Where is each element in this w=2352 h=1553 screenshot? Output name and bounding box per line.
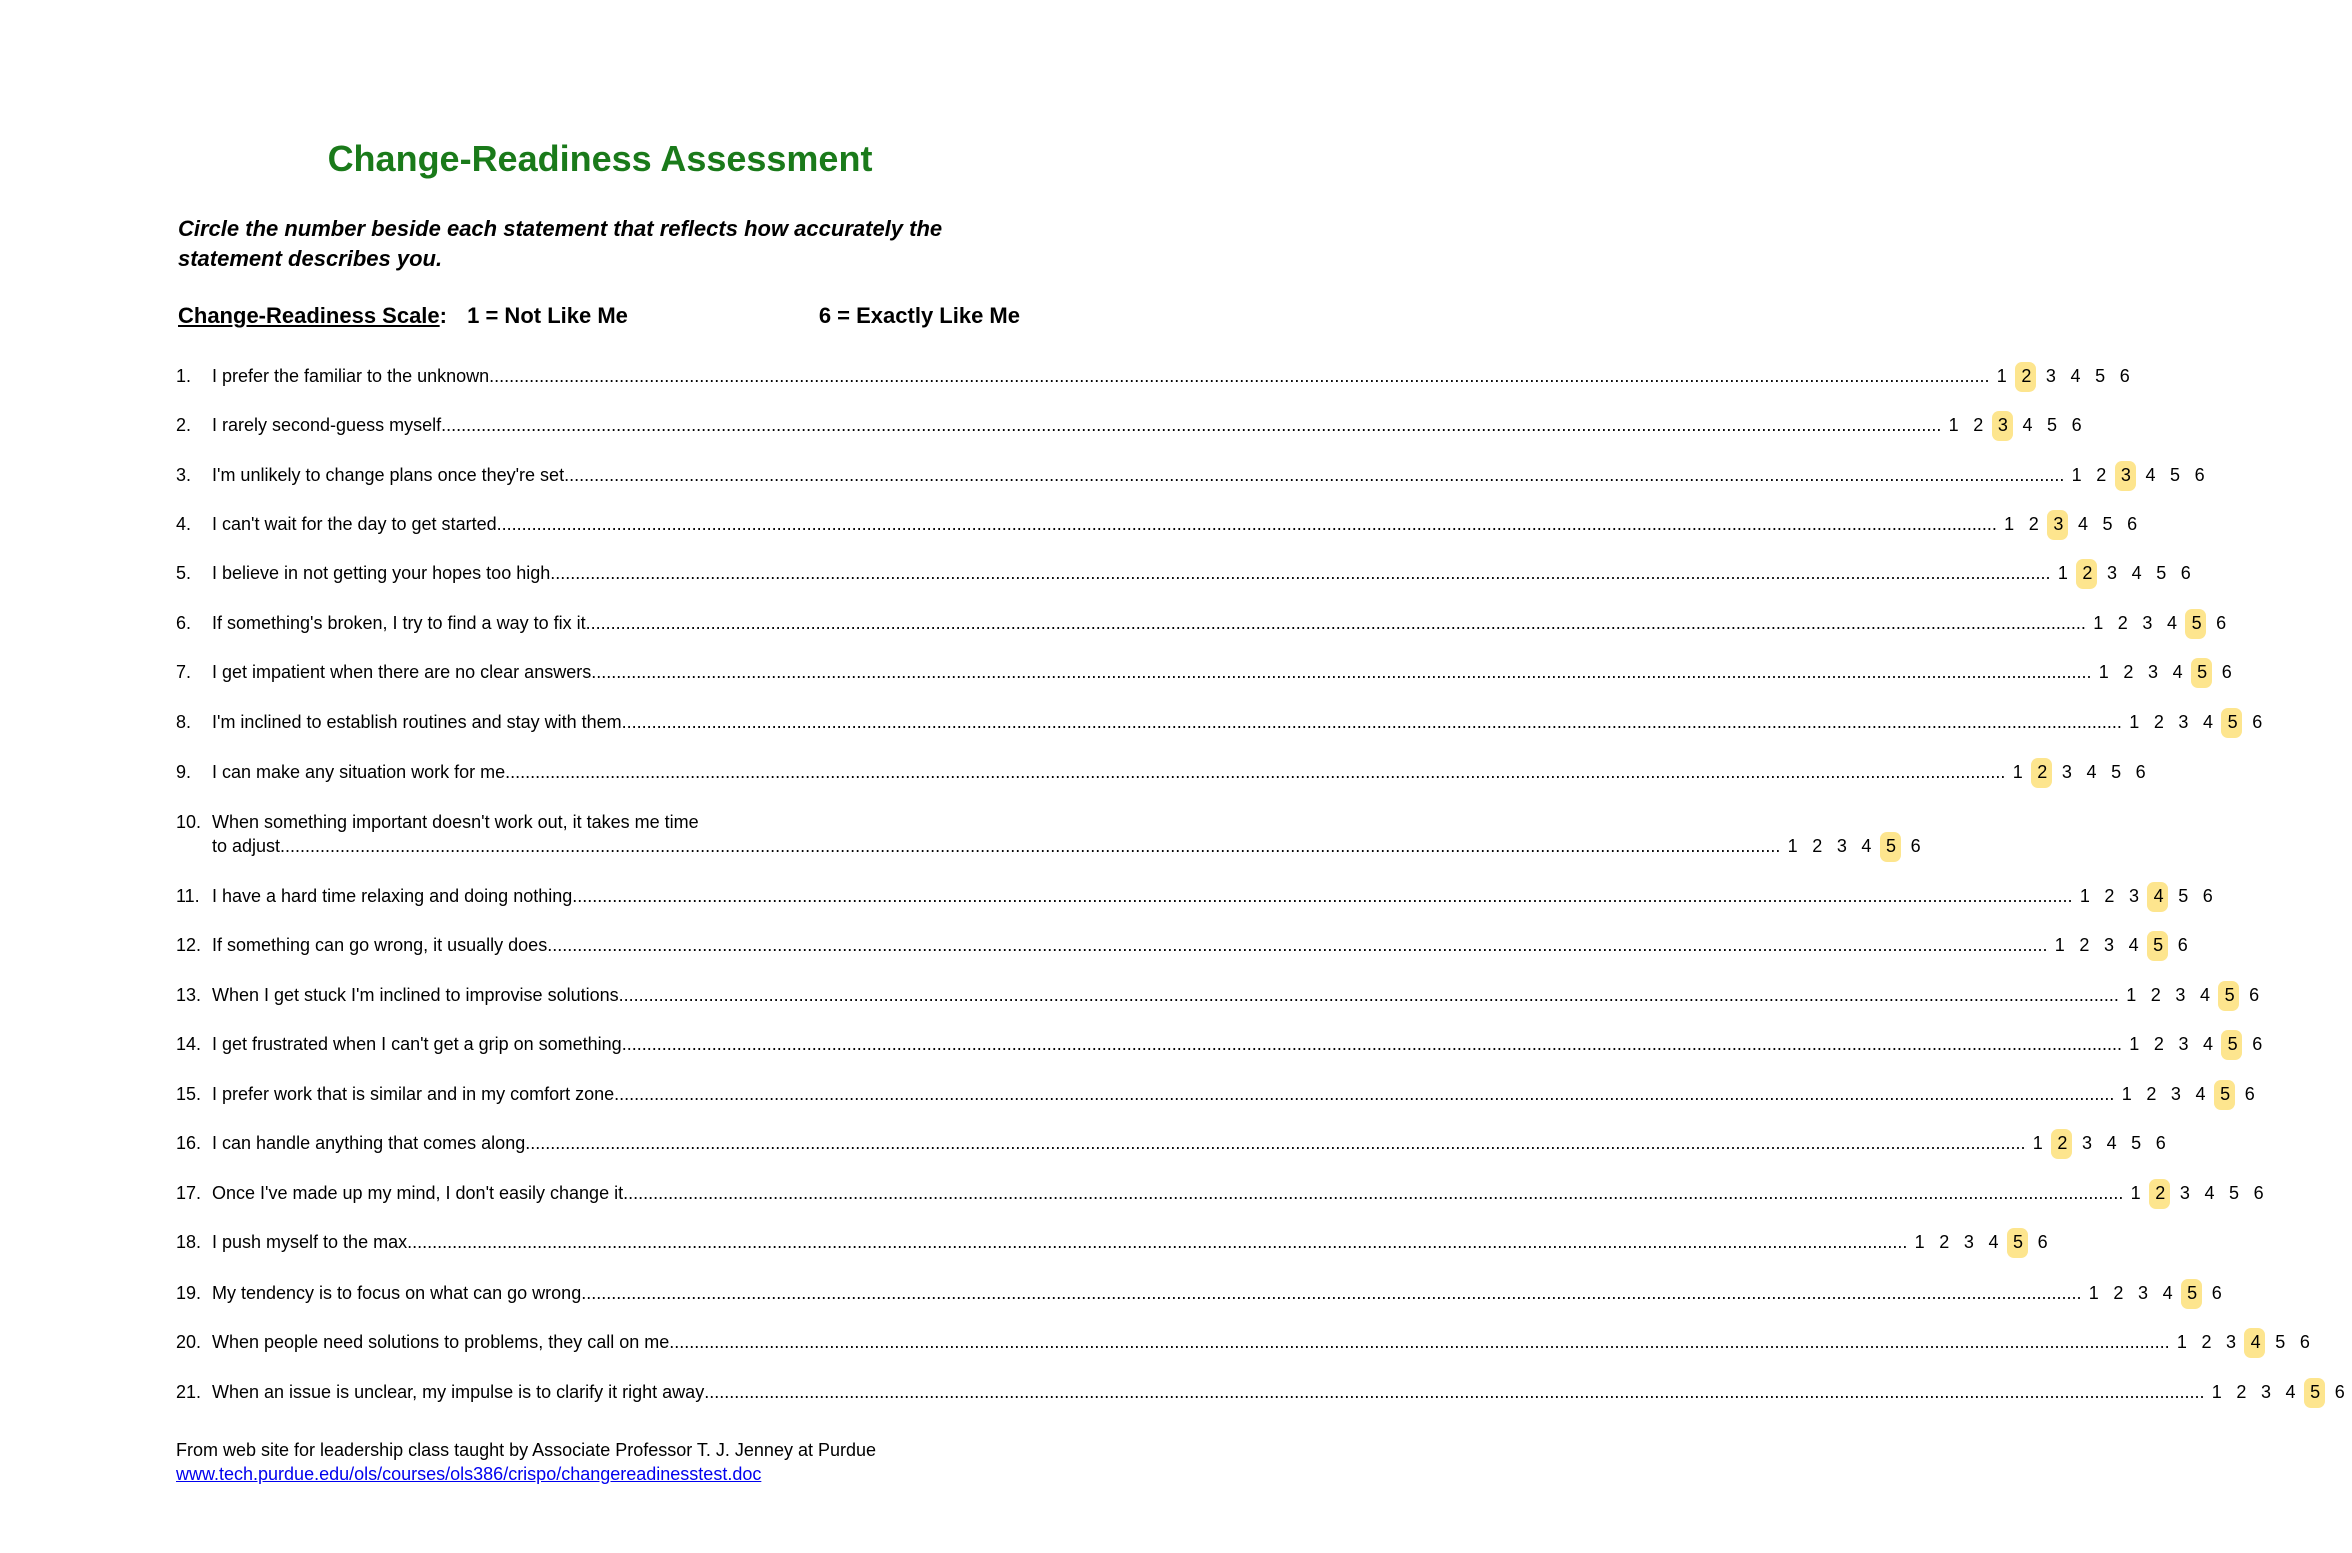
rating-option-1[interactable]: 1 [2054, 935, 2065, 955]
rating-option-5[interactable]: 5 [2146, 935, 2171, 956]
rating-option-1[interactable]: 1 [2176, 1332, 2187, 1352]
statement-text: If something's broken, I try to find a way to fix it [212, 613, 586, 633]
rating-option-4[interactable]: 4 [2128, 935, 2139, 955]
scale-low: 1 = Not Like Me [467, 303, 628, 328]
rating-option-1[interactable]: 1 [1787, 836, 1798, 856]
rating-option-4[interactable]: 4 [2204, 1183, 2215, 1203]
statement-row [176, 563, 2191, 589]
rating-options [2123, 1183, 2271, 1204]
rating-options [1780, 836, 1928, 857]
footer-link[interactable]: www.tech.purdue.edu/ols/courses/ols386/crispo/changereadinesstest.doc [176, 1464, 762, 1484]
rating-options [2170, 1332, 2318, 1353]
dot-leader: ............................................................................................................................................................................................................................................................................................................ [564, 465, 2065, 485]
rating-option-3[interactable]: 3 [2260, 1382, 2271, 1402]
rating-option-4[interactable]: 4 [2086, 762, 2097, 782]
rating-option-6[interactable]: 6 [2037, 1232, 2048, 1252]
statement-row [176, 1183, 2264, 1209]
dot-leader: ............................................................................................................................................................................................................................................................................................................ [591, 662, 2092, 682]
rating-option-3[interactable]: 3 [2107, 563, 2118, 583]
statement-number: 15. [176, 1084, 202, 1104]
statement-number: 11. [176, 886, 200, 906]
statement-row [176, 1332, 2310, 1358]
statement-line [212, 465, 2205, 486]
rating-option-3[interactable]: 3 [1991, 415, 2016, 436]
statement-text: When I get stuck I'm inclined to improvise solutions [212, 985, 619, 1005]
rating-options [2119, 985, 2267, 1006]
statement-number: 14. [176, 1034, 202, 1054]
statement-number: 6. [176, 613, 192, 633]
dot-leader: ............................................................................................................................................................................................................................................................................................................ [525, 1133, 2026, 1153]
rating-options [2122, 1034, 2270, 1055]
statement-line [212, 1034, 2263, 1055]
dot-leader: ............................................................................................................................................................................................................................................................................................................ [280, 836, 1781, 856]
rating-option-4[interactable]: 4 [2243, 1332, 2268, 1353]
rating-option-2[interactable]: 2 [2236, 1382, 2247, 1402]
rating-option-5[interactable]: 5 [2006, 1232, 2031, 1253]
rating-option-1[interactable]: 1 [2093, 613, 2104, 633]
rating-option-3[interactable]: 3 [2137, 1283, 2148, 1303]
rating-options [1997, 514, 2145, 535]
rating-option-5[interactable]: 5 [2156, 563, 2167, 583]
rating-options [2114, 1084, 2262, 1105]
rating-options [1941, 415, 2089, 436]
dot-leader: ............................................................................................................................................................................................................................................................................................................ [621, 1034, 2122, 1054]
statement-number: 20. [176, 1332, 202, 1352]
statement-number: 13. [176, 985, 202, 1005]
statement-row [176, 712, 2263, 738]
rating-option-6[interactable]: 6 [2119, 366, 2130, 386]
rating-option-3[interactable]: 3 [2046, 514, 2071, 535]
statement-number: 9. [176, 762, 192, 782]
dot-leader: ............................................................................................................................................................................................................................................................................................................ [669, 1332, 2170, 1352]
rating-options [2122, 712, 2270, 733]
rating-option-6[interactable]: 6 [2252, 712, 2263, 732]
footer [176, 1438, 876, 1486]
rating-options [2048, 935, 2196, 956]
statement-line [212, 1332, 2310, 1353]
statement-row [176, 465, 2205, 491]
rating-option-2[interactable]: 2 [2123, 662, 2134, 682]
statement-row [176, 1133, 2166, 1159]
statement-row [176, 366, 2130, 392]
rating-option-2[interactable]: 2 [2117, 613, 2128, 633]
rating-options [2026, 1133, 2174, 1154]
rating-option-3[interactable]: 3 [2226, 1332, 2237, 1352]
statement-line [212, 762, 2146, 783]
rating-option-1[interactable]: 1 [2057, 563, 2068, 583]
rating-option-3[interactable]: 3 [2129, 886, 2140, 906]
rating-option-1[interactable]: 1 [2130, 1183, 2141, 1203]
rating-option-1[interactable]: 1 [2129, 712, 2140, 732]
statement-row [176, 1232, 2048, 1258]
statement-text: Once I've made up my mind, I don't easily change it [212, 1183, 624, 1203]
statement-line [212, 935, 2188, 956]
statement-row [176, 1084, 2255, 1110]
statement-text: I get frustrated when I can't get a grip on something [212, 1034, 622, 1054]
rating-option-4[interactable]: 4 [2070, 366, 2081, 386]
statement-number: 12. [176, 935, 202, 955]
rating-option-6[interactable]: 6 [2177, 935, 2188, 955]
rating-option-1[interactable]: 1 [2088, 1283, 2099, 1303]
rating-option-3[interactable]: 3 [2045, 366, 2056, 386]
statement-number: 21. [176, 1382, 202, 1402]
statement-text: I can handle anything that comes along [212, 1133, 526, 1153]
rating-options [2092, 662, 2240, 683]
rating-options [2005, 762, 2153, 783]
rating-option-1[interactable]: 1 [1996, 366, 2007, 386]
rating-option-5[interactable]: 5 [2095, 366, 2106, 386]
rating-option-5[interactable]: 5 [2184, 613, 2209, 634]
statement-number: 1. [176, 366, 192, 386]
statement-row [176, 415, 2082, 441]
rating-option-1[interactable]: 1 [2079, 886, 2090, 906]
statement-text: I'm inclined to establish routines and stay with them [212, 712, 622, 732]
rating-option-2[interactable]: 2 [2153, 1034, 2164, 1054]
rating-option-5[interactable]: 5 [2190, 662, 2215, 683]
rating-option-2[interactable]: 2 [2104, 886, 2115, 906]
dot-leader: ............................................................................................................................................................................................................................................................................................................ [704, 1382, 2205, 1402]
rating-option-5[interactable]: 5 [2131, 1133, 2142, 1153]
dot-leader: ............................................................................................................................................................................................................................................................................................................ [621, 712, 2122, 732]
rating-option-5[interactable]: 5 [2275, 1332, 2286, 1352]
rating-option-4[interactable]: 4 [2195, 1084, 2206, 1104]
statement-text: I believe in not getting your hopes too high [212, 563, 551, 583]
rating-options [1989, 366, 2137, 387]
rating-option-6[interactable]: 6 [2180, 563, 2191, 583]
rating-option-5[interactable]: 5 [2220, 1034, 2245, 1055]
statement-line [212, 613, 2227, 634]
rating-option-6[interactable]: 6 [2221, 662, 2232, 682]
statement-text: If something can go wrong, it usually does [212, 935, 548, 955]
statement-line [212, 366, 2130, 387]
rating-option-5[interactable]: 5 [2111, 762, 2122, 782]
rating-option-2[interactable]: 2 [2153, 712, 2164, 732]
rating-option-1[interactable]: 1 [2032, 1133, 2043, 1153]
rating-option-6[interactable]: 6 [2299, 1332, 2310, 1352]
rating-option-5[interactable]: 5 [2229, 1183, 2240, 1203]
statement-row [176, 935, 2188, 961]
statement-text: I rarely second-guess myself [212, 415, 442, 435]
statement-text: I can't wait for the day to get started [212, 514, 497, 534]
statement-number: 17. [176, 1183, 202, 1203]
rating-option-4[interactable]: 4 [1861, 836, 1872, 856]
dot-leader: ............................................................................................................................................................................................................................................................................................................ [623, 1183, 2124, 1203]
rating-option-5[interactable]: 5 [1879, 836, 1904, 857]
rating-option-5[interactable]: 5 [2303, 1382, 2328, 1403]
rating-option-4[interactable]: 4 [2145, 465, 2156, 485]
statement-text: When people need solutions to problems, they call on me [212, 1332, 670, 1352]
statement-line [212, 985, 2260, 1006]
dot-leader: ............................................................................................................................................................................................................................................................................................................ [614, 1084, 2115, 1104]
statement-text: I'm unlikely to change plans once they're set [212, 465, 565, 485]
rating-option-4[interactable]: 4 [1988, 1232, 1999, 1252]
statement-line [212, 836, 1921, 857]
statement-row [176, 985, 2260, 1011]
rating-option-5[interactable]: 5 [2180, 1283, 2205, 1304]
rating-option-6[interactable]: 6 [2127, 514, 2138, 534]
rating-option-3[interactable]: 3 [2175, 985, 2186, 1005]
statement-number: 2. [176, 415, 192, 435]
rating-option-3[interactable]: 3 [2103, 935, 2114, 955]
rating-option-4[interactable]: 4 [2146, 886, 2171, 907]
dot-leader: ............................................................................................................................................................................................................................................................................................................ [585, 613, 2086, 633]
statement-number: 4. [176, 514, 192, 534]
rating-option-6[interactable]: 6 [2216, 613, 2227, 633]
statement-line [212, 1084, 2255, 1105]
rating-option-2[interactable]: 2 [1812, 836, 1823, 856]
rating-option-2[interactable]: 2 [2075, 563, 2100, 584]
dot-leader: ............................................................................................................................................................................................................................................................................................................ [489, 366, 1990, 386]
rating-option-3[interactable]: 3 [1963, 1232, 1974, 1252]
statement-line [212, 1183, 2264, 1204]
rating-option-3[interactable]: 3 [2178, 1034, 2189, 1054]
rating-option-2[interactable]: 2 [2050, 1133, 2075, 1154]
rating-option-6[interactable]: 6 [2252, 1034, 2263, 1054]
rating-option-2[interactable]: 2 [2150, 985, 2161, 1005]
rating-option-5[interactable]: 5 [2178, 886, 2189, 906]
statement-row [176, 762, 2146, 788]
rating-option-6[interactable]: 6 [1910, 836, 1921, 856]
rating-option-4[interactable]: 4 [2285, 1382, 2296, 1402]
rating-option-6[interactable]: 6 [2249, 985, 2260, 1005]
rating-option-4[interactable]: 4 [2106, 1133, 2117, 1153]
dot-leader: ............................................................................................................................................................................................................................................................................................................ [505, 762, 2006, 782]
statement-row [176, 662, 2232, 688]
rating-option-1[interactable]: 1 [2012, 762, 2023, 782]
statement-line [212, 712, 2263, 733]
rating-option-1[interactable]: 1 [2129, 1034, 2140, 1054]
footer-source: From web site for leadership class taught by Associate Professor T. J. Jenney at Purdue [176, 1440, 877, 1460]
rating-option-2[interactable]: 2 [2146, 1084, 2157, 1104]
statement-text: I get impatient when there are no clear answers [212, 662, 592, 682]
rating-options [2204, 1382, 2352, 1403]
rating-option-1[interactable]: 1 [2211, 1382, 2222, 1402]
statement-number: 18. [176, 1232, 202, 1252]
statement-line [212, 1283, 2222, 1304]
dot-leader: ............................................................................................................................................................................................................................................................................................................ [547, 935, 2048, 955]
rating-option-2[interactable]: 2 [1973, 415, 1984, 435]
rating-option-2[interactable]: 2 [1939, 1232, 1950, 1252]
rating-option-3[interactable]: 3 [2170, 1084, 2181, 1104]
rating-option-1[interactable]: 1 [2071, 465, 2082, 485]
rating-option-4[interactable]: 4 [2131, 563, 2142, 583]
statement-text: I push myself to the max [212, 1232, 408, 1252]
rating-option-2[interactable]: 2 [2028, 514, 2039, 534]
rating-option-4[interactable]: 4 [2172, 662, 2183, 682]
rating-option-3[interactable]: 3 [1836, 836, 1847, 856]
rating-option-3[interactable]: 3 [2114, 465, 2139, 486]
statement-line [212, 514, 2138, 535]
rating-option-2[interactable]: 2 [2113, 1283, 2124, 1303]
statement-text: I prefer work that is similar and in my comfort zone [212, 1084, 615, 1104]
rating-options [2086, 613, 2234, 634]
rating-option-2[interactable]: 2 [2014, 366, 2039, 387]
dot-leader: ............................................................................................................................................................................................................................................................................................................ [550, 563, 2051, 583]
rating-option-5[interactable]: 5 [2170, 465, 2181, 485]
rating-option-5[interactable]: 5 [2217, 985, 2242, 1006]
rating-option-6[interactable]: 6 [2071, 415, 2082, 435]
rating-option-6[interactable]: 6 [2334, 1382, 2345, 1402]
rating-option-1[interactable]: 1 [2121, 1084, 2132, 1104]
statement-row [176, 1034, 2263, 1060]
rating-option-6[interactable]: 6 [2194, 465, 2205, 485]
rating-scale [178, 303, 1028, 329]
statement-number: 10. [176, 812, 202, 832]
statement-line [212, 1232, 2048, 1253]
rating-option-2[interactable]: 2 [2096, 465, 2107, 485]
rating-option-6[interactable]: 6 [2135, 762, 2146, 782]
rating-option-2[interactable]: 2 [2148, 1183, 2173, 1204]
statement-row [176, 514, 2138, 540]
rating-option-1[interactable]: 1 [2098, 662, 2109, 682]
statement-text: My tendency is to focus on what can go wrong [212, 1283, 582, 1303]
rating-option-5[interactable]: 5 [2220, 712, 2245, 733]
rating-option-2[interactable]: 2 [2079, 935, 2090, 955]
rating-option-6[interactable]: 6 [2244, 1084, 2255, 1104]
statement-line [212, 563, 2191, 584]
rating-option-4[interactable]: 4 [2203, 712, 2214, 732]
statement-line [212, 662, 2232, 683]
dot-leader: ............................................................................................................................................................................................................................................................................................................ [496, 514, 1997, 534]
statement-row [176, 613, 2227, 639]
scale-colon: : [439, 303, 447, 328]
statement-number: 8. [176, 712, 192, 732]
rating-option-1[interactable]: 1 [1948, 415, 1959, 435]
rating-option-3[interactable]: 3 [2142, 613, 2153, 633]
rating-options [2051, 563, 2199, 584]
rating-option-6[interactable]: 6 [2155, 1133, 2166, 1153]
rating-options [2082, 1283, 2230, 1304]
statement-text: When something important doesn't work out, it takes me time [212, 812, 699, 832]
statement-number: 3. [176, 465, 192, 485]
statement-text-continued: to adjust [212, 836, 281, 856]
rating-option-3[interactable]: 3 [2147, 662, 2158, 682]
rating-option-1[interactable]: 1 [1914, 1232, 1925, 1252]
statement-line [212, 1133, 2166, 1154]
rating-options [2064, 465, 2212, 486]
rating-options [2073, 886, 2221, 907]
rating-option-3[interactable]: 3 [2061, 762, 2072, 782]
statement-row [176, 886, 2213, 912]
rating-option-6[interactable]: 6 [2211, 1283, 2222, 1303]
rating-option-6[interactable]: 6 [2202, 886, 2213, 906]
rating-option-5[interactable]: 5 [2047, 415, 2058, 435]
rating-option-4[interactable]: 4 [2199, 985, 2210, 1005]
rating-option-2[interactable]: 2 [2030, 762, 2055, 783]
statement-number: 16. [176, 1133, 202, 1153]
dot-leader: ............................................................................................................................................................................................................................................................................................................ [407, 1232, 1908, 1252]
rating-option-4[interactable]: 4 [2203, 1034, 2214, 1054]
rating-option-2[interactable]: 2 [2201, 1332, 2212, 1352]
dot-leader: ............................................................................................................................................................................................................................................................................................................ [441, 415, 1942, 435]
statement-number: 7. [176, 662, 192, 682]
statement-text: When an issue is unclear, my impulse is to clarify it right away [212, 1382, 705, 1402]
rating-option-5[interactable]: 5 [2213, 1084, 2238, 1105]
rating-option-4[interactable]: 4 [2022, 415, 2033, 435]
dot-leader: ............................................................................................................................................................................................................................................................................................................ [618, 985, 2119, 1005]
page-title: Change-Readiness Assessment [327, 138, 873, 179]
scale-high: 6 = Exactly Like Me [818, 303, 1020, 328]
statement-row [176, 1283, 2222, 1309]
statement-line [212, 415, 2082, 436]
rating-option-1[interactable]: 1 [2004, 514, 2015, 534]
dot-leader: ............................................................................................................................................................................................................................................................................................................ [572, 886, 2073, 906]
statement-line [212, 886, 2213, 907]
rating-option-3[interactable]: 3 [2081, 1133, 2092, 1153]
statement-text: I prefer the familiar to the unknown [212, 366, 490, 386]
statement-row [176, 1382, 2345, 1408]
rating-option-1[interactable]: 1 [2126, 985, 2137, 1005]
rating-option-3[interactable]: 3 [2178, 712, 2189, 732]
statement-text: I can make any situation work for me [212, 762, 506, 782]
scale-label: Change-Readiness Scale [178, 303, 440, 328]
rating-option-4[interactable]: 4 [2077, 514, 2088, 534]
statement-row [176, 812, 1921, 862]
rating-option-5[interactable]: 5 [2102, 514, 2113, 534]
rating-option-4[interactable]: 4 [2162, 1283, 2173, 1303]
instructions: Circle the number beside each statement that reflects how accurately the statement describes you. [178, 216, 943, 271]
rating-option-4[interactable]: 4 [2166, 613, 2177, 633]
statement-number: 5. [176, 563, 192, 583]
statement-text: I have a hard time relaxing and doing nothing [212, 886, 573, 906]
dot-leader: ............................................................................................................................................................................................................................................................................................................ [581, 1283, 2082, 1303]
rating-option-6[interactable]: 6 [2253, 1183, 2264, 1203]
statement-line [212, 1382, 2345, 1403]
statement-number: 19. [176, 1283, 202, 1303]
rating-options [1907, 1232, 2055, 1253]
rating-option-3[interactable]: 3 [2179, 1183, 2190, 1203]
